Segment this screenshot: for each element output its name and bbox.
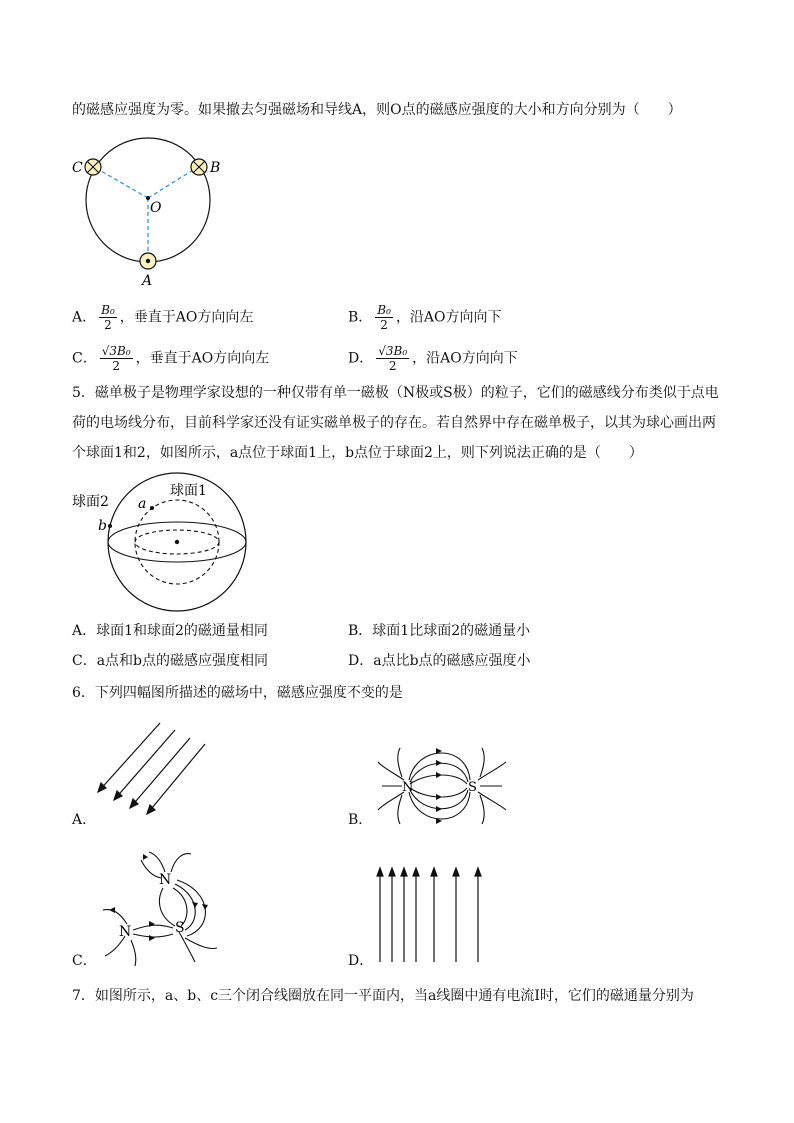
label-point-b: b <box>98 518 107 534</box>
q4-option-b[interactable]: B． $\frac{\text{B₀}}{2}$ ，沿AO方向向下 <box>348 303 502 332</box>
q6-fig-d <box>372 866 492 966</box>
wire-a-icon <box>140 253 156 269</box>
wire-c-icon <box>85 159 101 175</box>
q6-label-b[interactable]: B． <box>348 812 373 828</box>
label-b: B <box>210 160 221 176</box>
q6-fig-a <box>90 718 210 828</box>
q4-stem-tail: 的磁感应强度为零。如果撤去匀强磁场和导线A，则O点的磁感应强度的大小和方向分别为（ ） <box>72 102 682 118</box>
q4-option-c[interactable]: C． $\frac{\text{√3B₀}}{2}$ ，垂直于AO方向向左 <box>72 344 270 373</box>
magnet-c-n2: N <box>119 924 132 940</box>
q4-option-a[interactable]: A． $\frac{\text{B₀}}{2}$ ，垂直于AO方向向左 <box>72 303 254 332</box>
wire-b-icon <box>191 159 207 175</box>
q5-option-a[interactable]: A．球面1和球面2的磁通量相同 <box>72 623 268 639</box>
q5-stem-line-1: 5．磁单极子是物理学家设想的一种仅带有单一磁极（N极或S极）的粒子，它们的磁感线分布类似于点电 <box>72 385 719 401</box>
q4-circle-figure <box>60 140 230 290</box>
q6-label-c[interactable]: C． <box>72 953 97 969</box>
q5-option-b[interactable]: B．球面1比球面2的磁通量小 <box>348 623 531 639</box>
label-point-a: a <box>138 496 147 512</box>
q5-stem-line-2: 荷的电场线分布，目前科学家还没有证实磁单极子的存在。若自然界中存在磁单极子，以其为球心画出两 <box>72 415 716 431</box>
magnet-b-s: S <box>468 780 477 795</box>
q5-option-d[interactable]: D．a点比b点的磁感应强度小 <box>348 653 531 669</box>
q5-stem-line-3: 个球面1和2，如图所示，a点位于球面1上，b点位于球面2上，则下列说法正确的是（ ） <box>72 445 643 461</box>
q5-sphere-figure <box>72 478 272 613</box>
label-sphere1: 球面1 <box>170 483 207 499</box>
q4-option-d[interactable]: D． $\frac{\text{√3B₀}}{2}$ ，沿AO方向向下 <box>348 344 518 373</box>
q6-stem: 6．下列四幅图所描述的磁场中，磁感应强度不变的是 <box>72 685 403 701</box>
label-c: C <box>72 160 83 176</box>
q6-fig-c <box>95 848 225 968</box>
label-sphere2: 球面2 <box>72 494 109 510</box>
label-o: O <box>150 200 162 216</box>
magnet-c-s: S <box>175 920 185 936</box>
magnet-c-n1: N <box>159 872 172 888</box>
q6-fig-b <box>372 742 512 832</box>
magnet-b-n: N <box>402 780 414 795</box>
label-a: A <box>142 273 153 289</box>
q6-label-d[interactable]: D． <box>348 953 374 969</box>
q7-stem: 7．如图所示，a、b、c三个闭合线圈放在同一平面内，当a线圈中通有电流I时，它们的磁通量分别为 <box>72 988 694 1004</box>
q5-option-c[interactable]: C．a点和b点的磁感应强度相同 <box>72 653 269 669</box>
q6-label-a[interactable]: A． <box>72 812 97 828</box>
